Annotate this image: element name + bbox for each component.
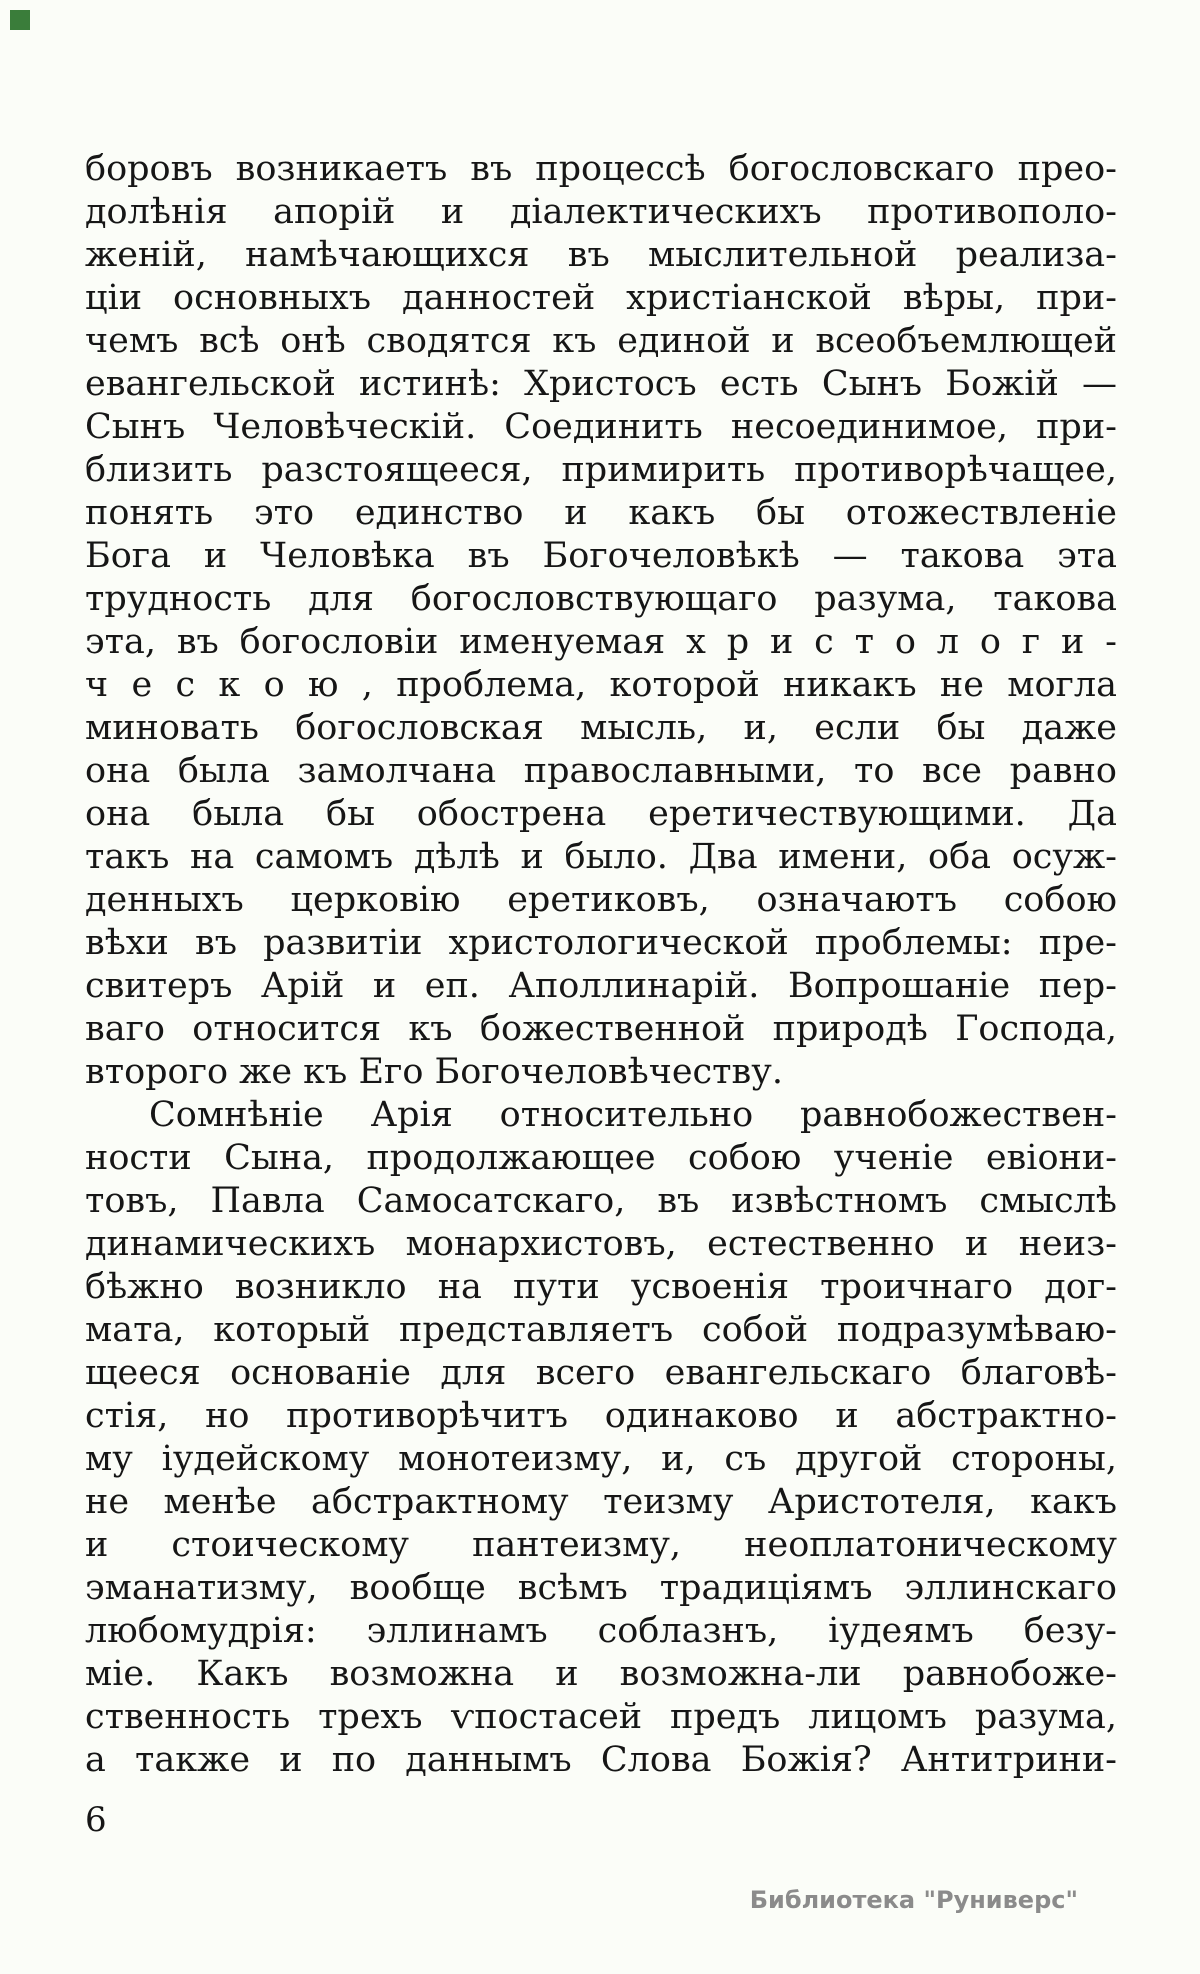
text-line: чемъ всѣ онѣ сводятся къ единой и всеобъемлющей	[85, 321, 1117, 361]
text-line: эманатизму, вообще всѣмъ традиціямъ эллинскаго	[85, 1568, 1117, 1608]
text-line: боровъ возникаетъ въ процессѣ богословскаго прео-	[85, 149, 1117, 189]
text-line: ваго относится къ божественной природѣ Господа,	[85, 1009, 1117, 1049]
text-line: долѣнія апорій и діалектическихъ противополо-	[85, 192, 1117, 232]
text-line: ціи основныхъ данностей христіанской вѣры, при-	[85, 278, 1117, 318]
text-line: эта, въ богословіи именуемая х р и с т о л о г и -	[85, 622, 1117, 662]
text-line: она была замолчана православными, то все равно	[85, 751, 1117, 791]
text-line-paragraph-end: второго же къ Его Богочеловѣчеству.	[85, 1052, 783, 1092]
text-line: щееся основаніе для всего евангельскаго благовѣ-	[85, 1353, 1117, 1393]
text-line: ч е с к о ю , проблема, которой никакъ не могла	[85, 665, 1117, 705]
text-line: ности Сына, продолжающее собою ученіе евіони-	[85, 1138, 1117, 1178]
text-line: міе. Какъ возможна и возможна-ли равнобоже-	[85, 1654, 1117, 1694]
text-line: динамическихъ монархистовъ, естественно и неиз-	[85, 1224, 1117, 1264]
corner-marker-square	[10, 10, 30, 30]
text-line: товъ, Павла Самосатскаго, въ извѣстномъ смыслѣ	[85, 1181, 1117, 1221]
text-line: свитеръ Арій и еп. Аполлинарій. Вопрошаніе пер-	[85, 966, 1117, 1006]
text-line: женій, намѣчающихся въ мыслительной реализа-	[85, 235, 1117, 275]
text-line: денныхъ церковію еретиковъ, означаютъ собою	[85, 880, 1117, 920]
page-text	[85, 148, 1117, 1782]
text-line: мата, который представляетъ собой подразумѣваю-	[85, 1310, 1117, 1350]
text-line: миновать богословская мысль, и, если бы даже	[85, 708, 1117, 748]
text-line: бѣжно возникло на пути усвоенія троичнаго дог-	[85, 1267, 1117, 1307]
text-line: такъ на самомъ дѣлѣ и было. Два имени, оба осуж-	[85, 837, 1117, 877]
text-line: вѣхи въ развитіи христологической проблемы: пре-	[85, 923, 1117, 963]
page-number: 6	[85, 1800, 107, 1840]
text-line: не менѣе абстрактному теизму Аристотеля, какъ	[85, 1482, 1117, 1522]
text-line: ственность трехъ ѵпостасей предъ лицомъ разума,	[85, 1697, 1117, 1737]
text-line: и стоическому пантеизму, неоплатоническому	[85, 1525, 1117, 1565]
text-line: любомудрія: эллинамъ соблазнъ, іудеямъ безу-	[85, 1611, 1117, 1651]
text-line: стія, но противорѣчитъ одинаково и абстрактно-	[85, 1396, 1117, 1436]
text-line: она была бы обострена еретичествующими. Да	[85, 794, 1117, 834]
text-line: евангельской истинѣ: Христосъ есть Сынъ Божій —	[85, 364, 1117, 404]
text-line: Сынъ Человѣческій. Соединить несоединимое, при-	[85, 407, 1117, 447]
text-line: близить разстоящееся, примирить противорѣчащее,	[85, 450, 1117, 490]
text-line: Бога и Человѣка въ Богочеловѣкѣ — такова эта	[85, 536, 1117, 576]
text-line: а также и по даннымъ Слова Божія? Антитрини-	[85, 1740, 1117, 1780]
library-watermark: Библиотека "Руниверс"	[749, 1886, 1078, 1914]
text-line-paragraph-start: Сомнѣніе Арія относительно равнобожествен-	[149, 1095, 1117, 1135]
text-line: понять это единство и какъ бы отожествленіе	[85, 493, 1117, 533]
text-line: трудность для богословствующаго разума, такова	[85, 579, 1117, 619]
text-line: му іудейскому монотеизму, и, съ другой стороны,	[85, 1439, 1117, 1479]
